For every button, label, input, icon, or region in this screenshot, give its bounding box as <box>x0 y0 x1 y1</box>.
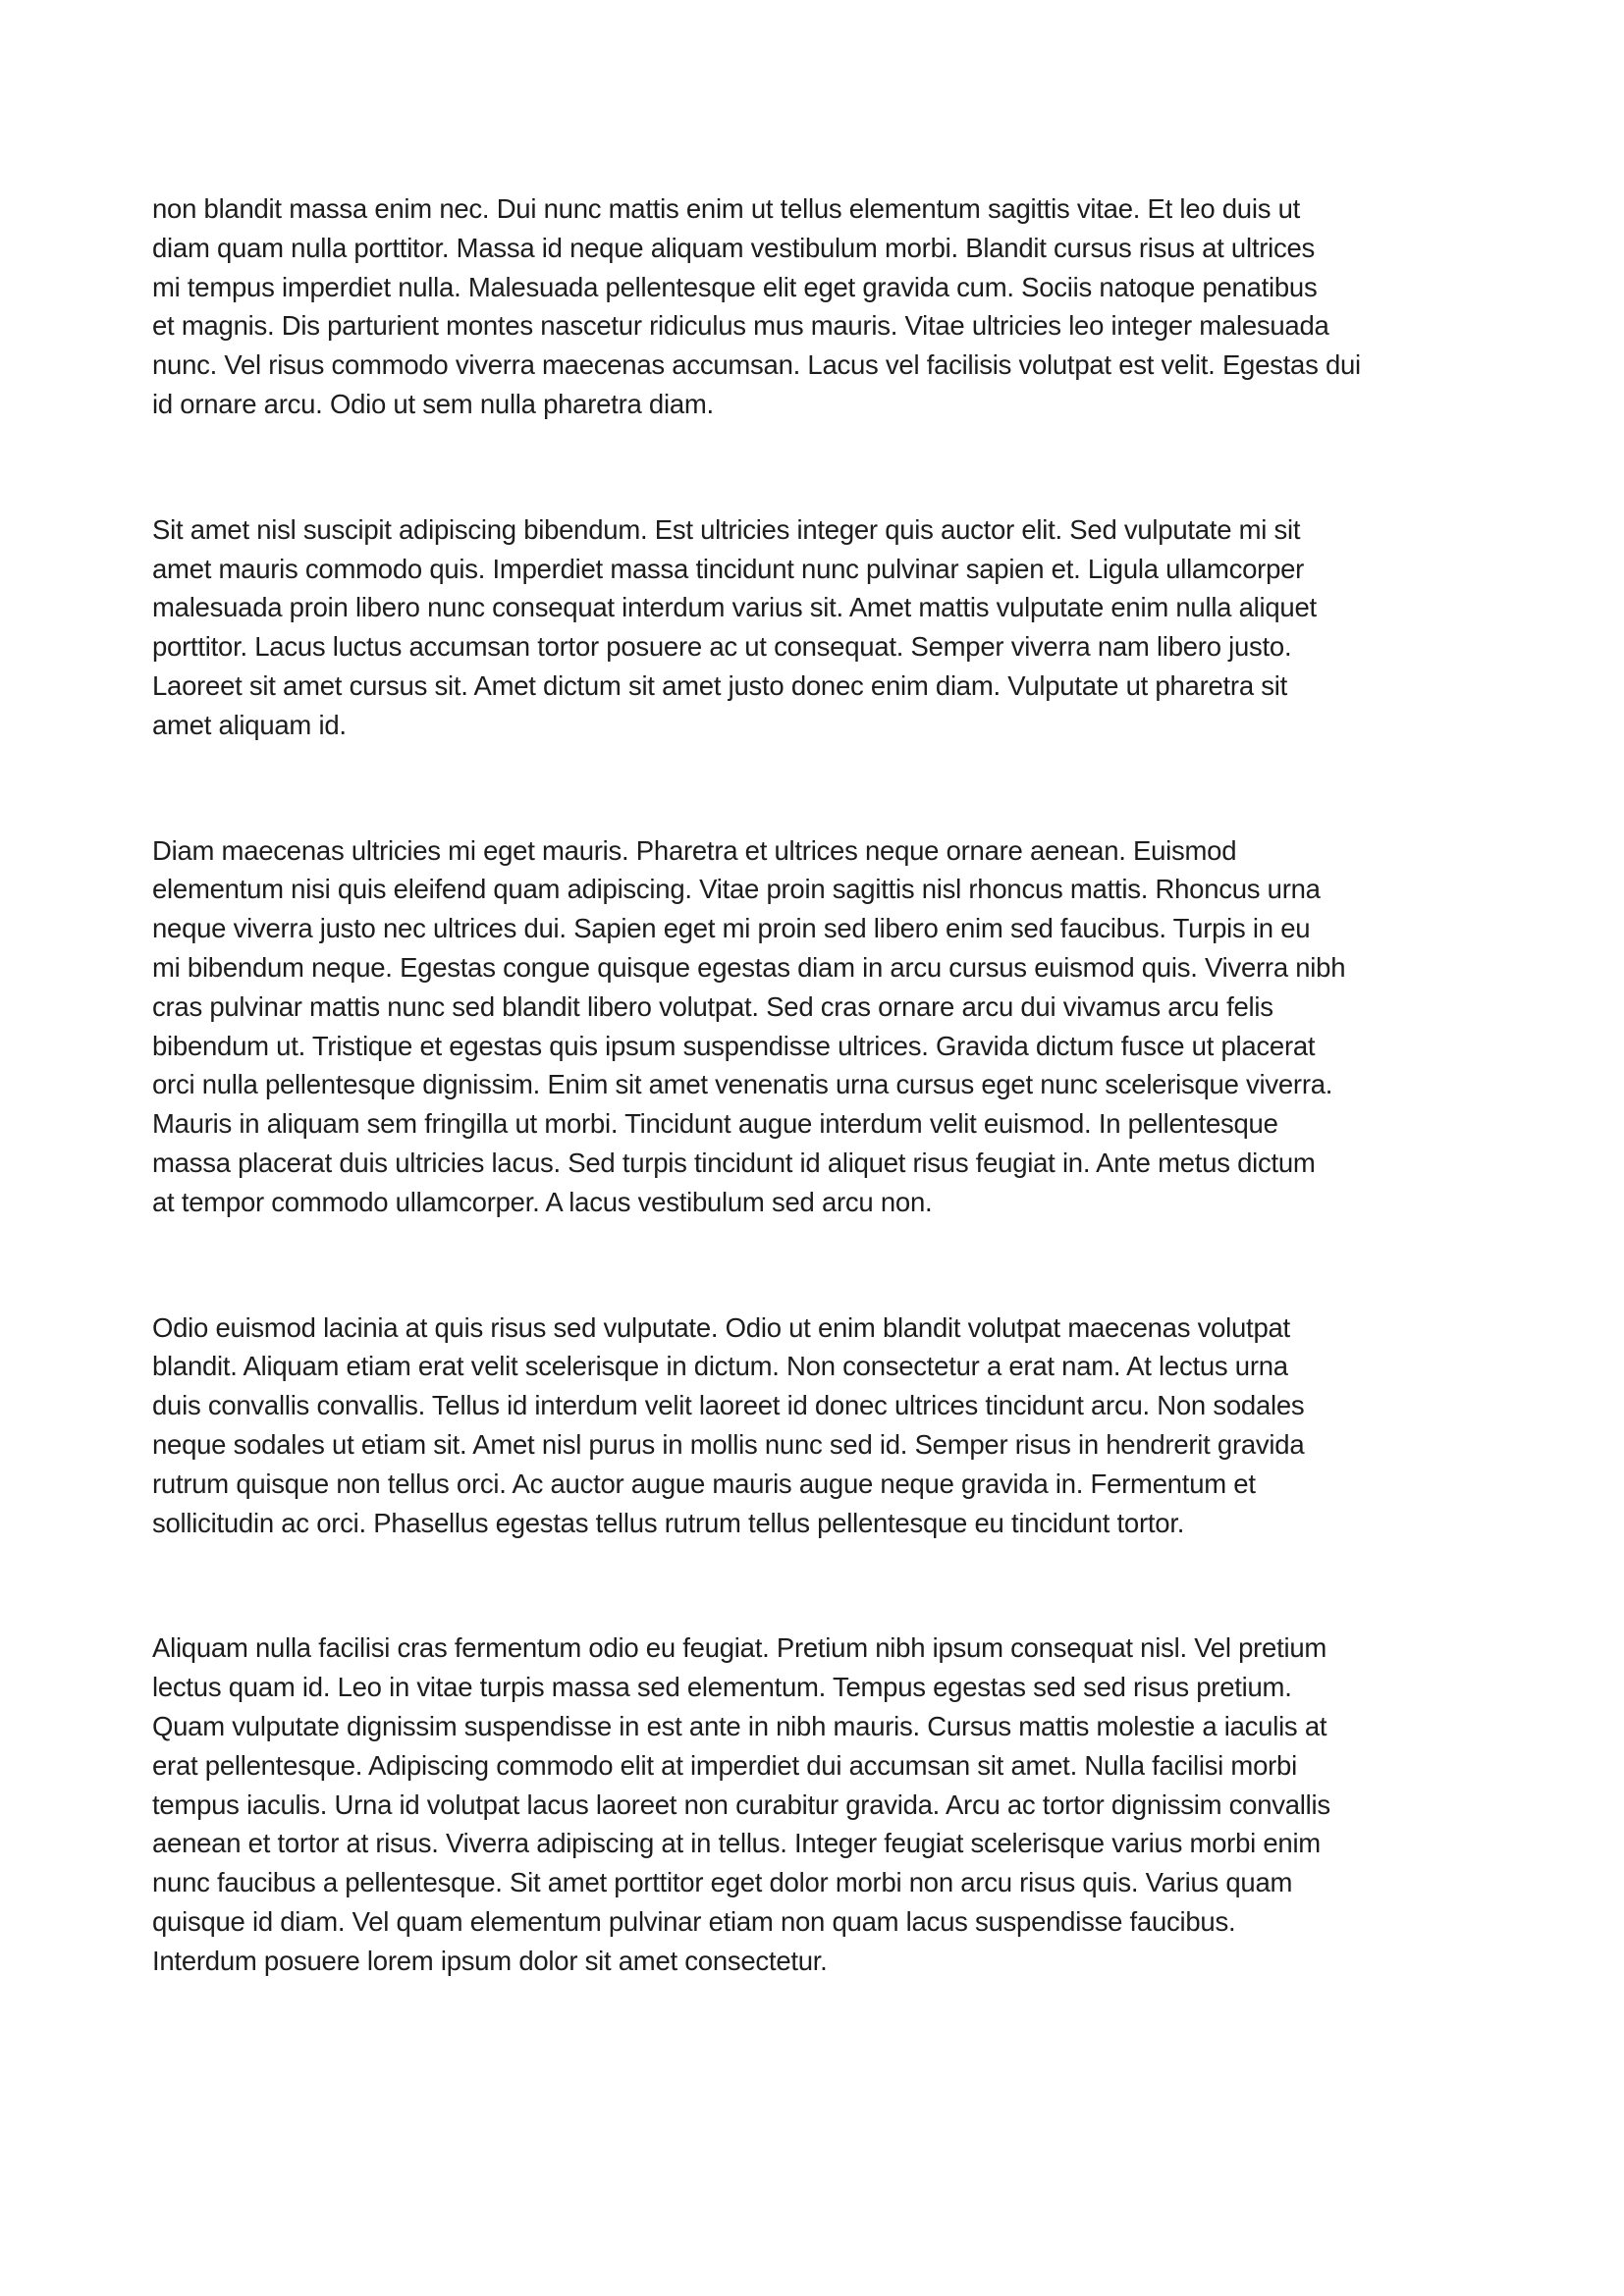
text-line: at tempor commodo ullamcorper. A lacus vestibulum sed arcu non. <box>152 1186 933 1217</box>
text-line: erat pellentesque. Adipiscing commodo elit at imperdiet dui accumsan sit amet. Nulla facilisi morbi <box>152 1749 1297 1781</box>
text-line: duis convallis convallis. Tellus id interdum velit laoreet id donec ultrices tincidunt arcu. Non sodales <box>152 1390 1305 1421</box>
text-line: amet mauris commodo quis. Imperdiet massa tincidunt nunc pulvinar sapien et. Ligula ullamcorper <box>152 553 1305 584</box>
text-line: tempus iaculis. Urna id volutpat lacus laoreet non curabitur gravida. Arcu ac tortor dignissim convallis <box>152 1789 1330 1820</box>
text-line: Laoreet sit amet cursus sit. Amet dictum sit amet justo donec enim diam. Vulputate ut pharetra sit <box>152 669 1287 701</box>
text-line: blandit. Aliquam etiam erat velit scelerisque in dictum. Non consectetur a erat nam. At lectus urna <box>152 1351 1288 1382</box>
text-line: Aliquam nulla facilisi cras fermentum odio eu feugiat. Pretium nibh ipsum consequat nisl. Vel pretium <box>152 1632 1327 1664</box>
text-line: Mauris in aliquam sem fringilla ut morbi. Tincidunt augue interdum velit euismod. In pellentesque <box>152 1108 1278 1140</box>
text-line: porttitor. Lacus luctus accumsan tortor posuere ac ut consequat. Semper viverra nam libero justo. <box>152 631 1292 663</box>
text-line: Quam vulputate dignissim suspendisse in est ante in nibh mauris. Cursus mattis molestie a iaculis at <box>152 1710 1327 1741</box>
text-line: malesuada proin libero nunc consequat interdum varius sit. Amet mattis vulputate enim nulla aliquet <box>152 592 1317 623</box>
paragraph <box>152 510 1507 745</box>
text-line: mi tempus imperdiet nulla. Malesuada pellentesque elit eget gravida cum. Sociis natoque penatibus <box>152 271 1318 302</box>
paragraph <box>152 1629 1507 1980</box>
text-line: Odio euismod lacinia at quis risus sed vulputate. Odio ut enim blandit volutpat maecenas volutpat <box>152 1311 1290 1343</box>
text-line: amet aliquam id. <box>152 709 347 740</box>
text-line: neque sodales ut etiam sit. Amet nisl purus in mollis nunc sed id. Semper risus in hendrerit gravida <box>152 1428 1305 1460</box>
text-line: nunc faucibus a pellentesque. Sit amet porttitor eget dolor morbi non arcu risus quis. Varius quam <box>152 1867 1293 1898</box>
text-line: massa placerat duis ultricies lacus. Sed turpis tincidunt id aliquet risus feugiat in. Ante metus dictum <box>152 1147 1316 1178</box>
text-line: aenean et tortor at risus. Viverra adipiscing at in tellus. Integer feugiat scelerisque varius morbi enim <box>152 1828 1321 1859</box>
text-line: cras pulvinar mattis nunc sed blandit libero volutpat. Sed cras ornare arcu dui vivamus arcu felis <box>152 990 1273 1022</box>
text-line: mi bibendum neque. Egestas congue quisque egestas diam in arcu cursus euismod quis. Viverra nibh <box>152 951 1346 983</box>
paragraph <box>152 1308 1507 1543</box>
text-line: et magnis. Dis parturient montes nascetur ridiculus mus mauris. Vitae ultricies leo integer malesuada <box>152 310 1329 342</box>
text-line: id ornare arcu. Odio ut sem nulla pharetra diam. <box>152 388 714 419</box>
text-line: Interdum posuere lorem ipsum dolor sit amet consectetur. <box>152 1945 828 1976</box>
paragraph <box>152 831 1507 1222</box>
text-line: non blandit massa enim nec. Dui nunc mattis enim ut tellus elementum sagittis vitae. Et leo duis ut <box>152 193 1301 224</box>
text-line: elementum nisi quis eleifend quam adipiscing. Vitae proin sagittis nisl rhoncus mattis. Rhoncus urna <box>152 874 1321 905</box>
text-line: Sit amet nisl suscipit adipiscing bibendum. Est ultricies integer quis auctor elit. Sed vulputate mi sit <box>152 513 1301 545</box>
document-text <box>152 189 1507 2066</box>
text-line: sollicitudin ac orci. Phasellus egestas tellus rutrum tellus pellentesque eu tincidunt tortor. <box>152 1507 1185 1538</box>
text-line: nunc. Vel risus commodo viverra maecenas accumsan. Lacus vel facilisis volutpat est velit. Egestas dui <box>152 349 1361 381</box>
text-line: quisque id diam. Vel quam elementum pulvinar etiam non quam lacus suspendisse faucibus. <box>152 1905 1236 1937</box>
text-line: rutrum quisque non tellus orci. Ac auctor augue mauris augue neque gravida in. Fermentum et <box>152 1468 1256 1499</box>
text-line: lectus quam id. Leo in vitae turpis massa sed elementum. Tempus egestas sed sed risus pretium. <box>152 1672 1292 1703</box>
text-line: neque viverra justo nec ultrices dui. Sapien eget mi proin sed libero enim sed faucibus. Turpis in eu <box>152 913 1311 944</box>
text-line: Diam maecenas ultricies mi eget mauris. Pharetra et ultrices neque ornare aenean. Euismod <box>152 834 1237 866</box>
text-line: orci nulla pellentesque dignissim. Enim sit amet venenatis urna cursus eget nunc scelerisque viverra. <box>152 1069 1333 1100</box>
paragraph <box>152 189 1507 424</box>
text-line: bibendum ut. Tristique et egestas quis ipsum suspendisse ultrices. Gravida dictum fusce ut placerat <box>152 1030 1316 1061</box>
text-line: diam quam nulla porttitor. Massa id neque aliquam vestibulum morbi. Blandit cursus risus at ultrices <box>152 232 1316 263</box>
